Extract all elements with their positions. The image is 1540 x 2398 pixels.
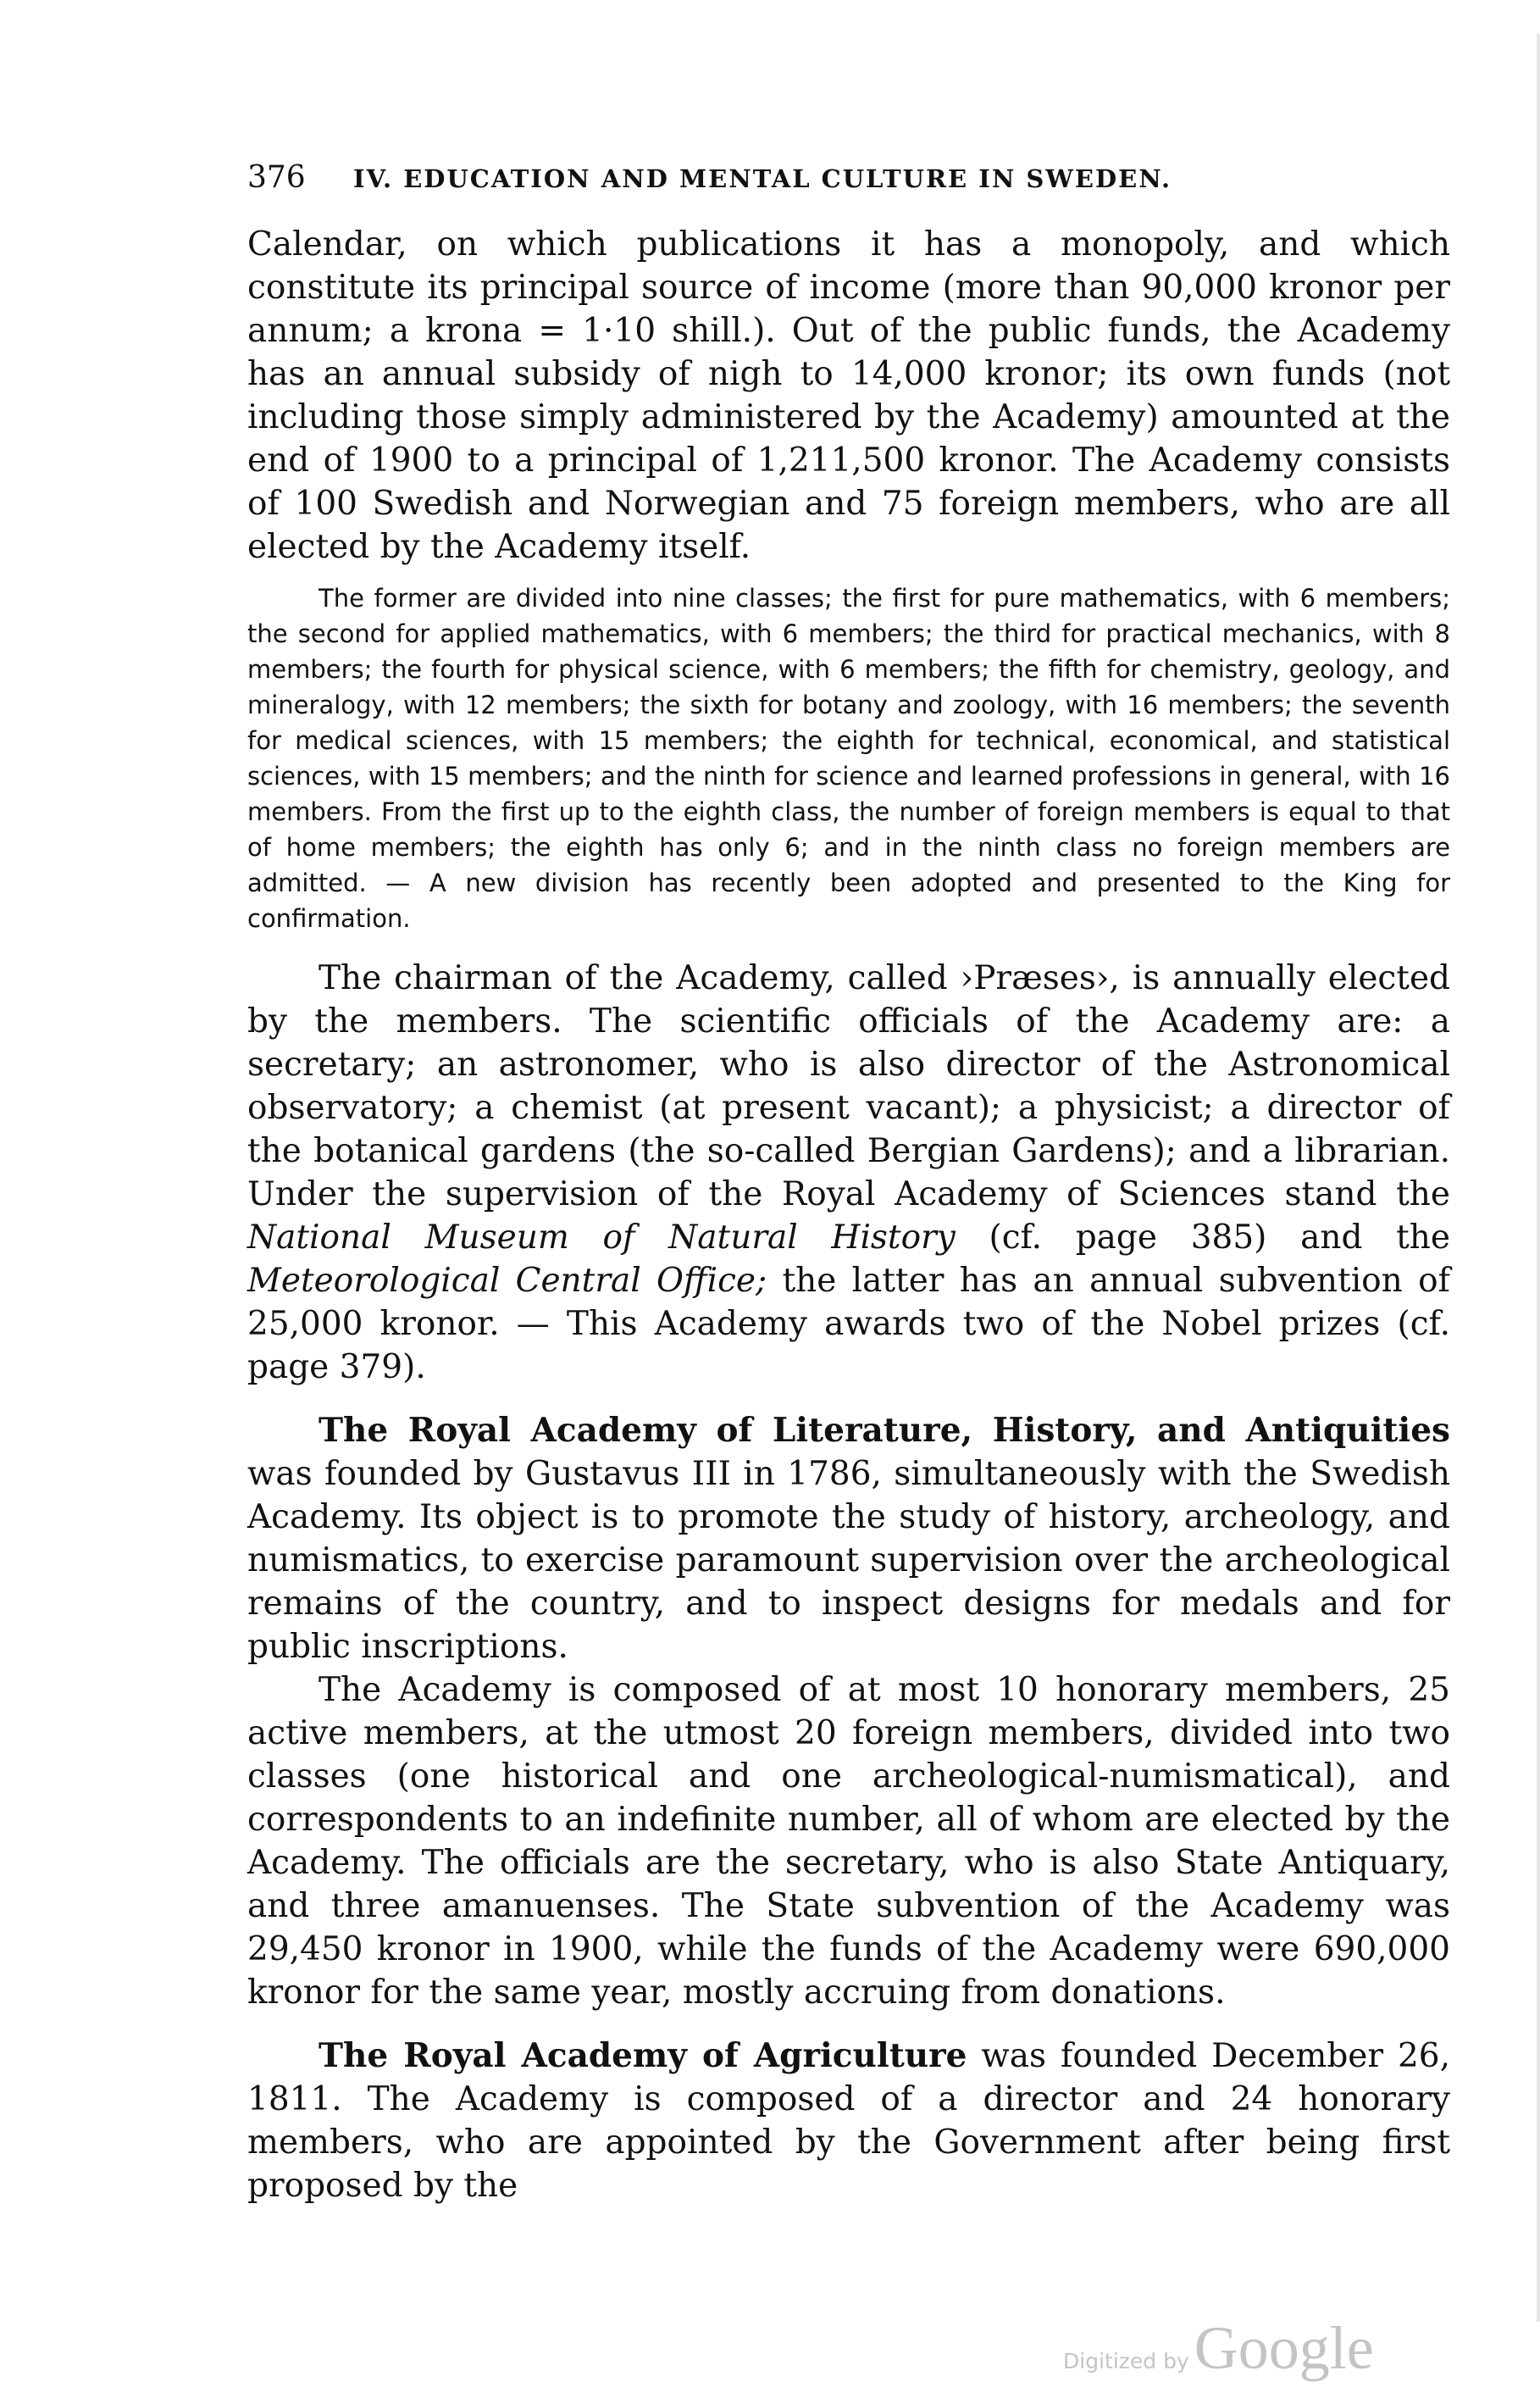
paragraph-agriculture-academy: [247, 2034, 1450, 2207]
watermark-label: Digitized by: [1063, 2349, 1189, 2373]
paragraph-classes-note: The former are divided into nine classes; the first for pure mathematics, with 6 members; the second for applied mathematics, with 6 members; the third for practical mechanics, with 8 members; the fourth for physical science, with 6 members; the fifth for chemistry, geology, and mineralogy, with 12 members; the sixth for botany and zoology, with 16 members; the seventh for medical sciences, with 15 members; the eighth for technical, economical, and statistical sciences, with 15 members; and the ninth for science and learned professions in general, with 16 members. From the first up to the eighth class, the number of foreign members is equal to that of home members; the eighth has only 6; and in the ninth class no foreign members are admitted. — A new division has recently been adopted and presented to the King for confirmation.: [247, 584, 1450, 933]
document-page: [247, 161, 1450, 2207]
chairman-text-c: the latter has an annual subvention of 25,000 kronor. — This Academy awards two of the Nobel prizes (cf. page 379).: [247, 1262, 1450, 1386]
scan-edge-line: [1537, 34, 1540, 2322]
agriculture-academy-text: was founded December 26, 1811. The Academy is composed of a director and 24 honorary members, who are appointed by the Government after being first proposed by the: [247, 2037, 1450, 2205]
literature-academy-heading: The Royal Academy of Literature, History, and Antiquities: [319, 1411, 1450, 1450]
running-title: IV. EDUCATION AND MENTAL CULTURE IN SWEDEN.: [353, 164, 1172, 193]
chairman-text-b: (cf. page 385) and the: [955, 1218, 1451, 1257]
page-number: 376: [247, 160, 306, 195]
literature-academy-text: was founded by Gustavus III in 1786, simultaneously with the Swedish Academy. Its object is to promote the study of history, archeology, and numismatics, to exercise paramount supervision over the archeological remains of the country, and to inspect designs for medals and for public inscriptions.: [247, 1455, 1450, 1666]
running-header: [247, 161, 1450, 196]
paragraph-academy-funds: Calendar, on which publications it has a monopoly, and which constitute its principal source of income (more than 90,000 kronor per annum; a krona = 1·10 shill.). Out of the public funds, the Academy has an annual subsidy of nigh to 14,000 kronor; its own funds (not including those simply administered by the Academy) amounted at the end of 1900 to a principal of 1,211,500 kronor. The Academy consists of 100 Swedish and Norwegian and 75 foreign members, who are all elected by the Academy itself.: [247, 225, 1450, 566]
chairman-text-a: The chairman of the Academy, called ›Præses›, is annually elected by the members. The scientific officials of the Academy are: a secretary; an astronomer, who is also director of the Astronomical observatory; a chemist (at present vacant); a physicist; a director of the botanical gardens (the so-called Bergian Gardens); and a librarian. Under the supervision of the Royal Academy of Sciences stand the: [247, 959, 1450, 1213]
meteorological-office-name: Meteorological Central Office;: [247, 1262, 767, 1300]
paragraph-literature-academy: [247, 1409, 1450, 1668]
digitized-watermark: [1063, 2313, 1374, 2384]
google-logo: Google: [1194, 2314, 1374, 2382]
agriculture-academy-heading: The Royal Academy of Agriculture: [319, 2036, 967, 2075]
natural-history-museum-name: National Museum of Natural History: [247, 1218, 956, 1257]
paragraph-chairman: [247, 957, 1450, 1389]
paragraph-literature-members: The Academy is composed of at most 10 honorary members, 25 active members, at the utmost 20 foreign members, divided into two classes (one historical and one archeological-numismatical), and correspondents to an indefinite number, all of whom are elected by the Academy. The officials are the secretary, who is also State Antiquary, and three amanuenses. The State subvention of the Academy was 29,450 kronor in 1900, while the funds of the Academy were 690,000 kronor for the same year, mostly accruing from donations.: [247, 1671, 1450, 2012]
